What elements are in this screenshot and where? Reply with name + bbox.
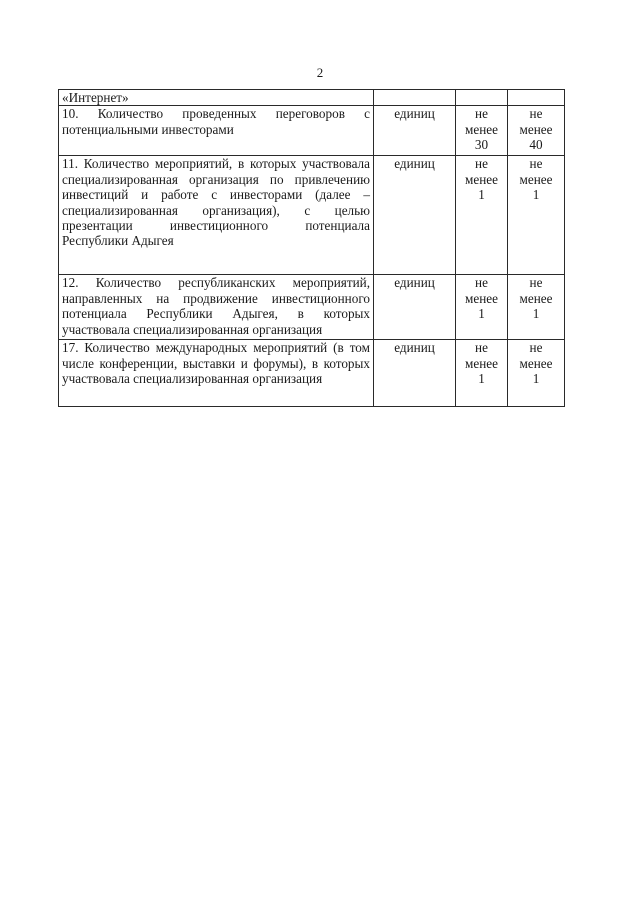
value-line: не	[475, 275, 488, 291]
table-row	[59, 106, 565, 156]
indicators-table	[58, 89, 565, 407]
value-line: не	[529, 156, 543, 172]
table-row	[59, 340, 565, 407]
page-number: 2	[316, 65, 324, 80]
target-value-1	[456, 275, 508, 340]
value-line: менее	[519, 121, 553, 137]
value-line: не	[529, 106, 543, 122]
target-value-2	[508, 340, 565, 407]
value-line: 1	[532, 306, 540, 322]
target-value-2	[508, 106, 565, 156]
value-line: менее	[519, 171, 553, 187]
table-row	[59, 275, 565, 340]
value-line: не	[475, 340, 488, 356]
empty-cell	[456, 90, 508, 106]
value-line: не	[475, 106, 488, 122]
value-line: менее	[519, 355, 553, 371]
empty-cell	[374, 90, 456, 106]
empty-cell	[508, 90, 565, 106]
value-line: 1	[532, 371, 540, 387]
unit-cell: единиц	[374, 156, 456, 275]
value-line: не	[529, 275, 543, 291]
continuation-cell: «Интернет»	[59, 90, 374, 106]
value-line: 1	[532, 187, 540, 203]
unit-cell: единиц	[374, 340, 456, 407]
indicator-description: 17. Количество международных мероприятий (в том числе конференции, выставки и форумы), в которых участвовала специализированная организация	[59, 340, 374, 407]
value-line: менее	[465, 290, 498, 306]
value-line: 40	[529, 137, 543, 153]
target-value-1	[456, 106, 508, 156]
indicator-description: 12. Количество республиканских мероприятий, направленных на продвижение инвестиционного потенциала Республики Адыгея, в которых участвовала специализированная организация	[59, 275, 374, 340]
table-row	[59, 90, 565, 106]
value-line: 1	[478, 187, 485, 203]
table-row	[59, 156, 565, 275]
indicator-description: 10. Количество проведенных переговоров с потенциальными инвесторами	[59, 106, 374, 156]
target-value-1	[456, 340, 508, 407]
unit-cell: единиц	[374, 106, 456, 156]
target-value-1	[456, 156, 508, 275]
unit-cell: единиц	[374, 275, 456, 340]
target-value-2	[508, 275, 565, 340]
value-line: 1	[478, 306, 485, 322]
value-line: менее	[465, 121, 498, 137]
value-line: менее	[519, 290, 553, 306]
value-line: не	[529, 340, 543, 356]
indicator-description: 11. Количество мероприятий, в которых участвовала специализированная организация по привлечению инвестиций и работе с инвесторами (далее – специализированная организация), с целью презентации инвестиционного потенциала Республики Адыгея	[59, 156, 374, 275]
value-line: 1	[478, 371, 485, 387]
value-line: 30	[474, 137, 489, 153]
value-line: менее	[465, 355, 498, 371]
value-line: менее	[465, 171, 498, 187]
value-line: не	[475, 156, 488, 172]
target-value-2	[508, 156, 565, 275]
